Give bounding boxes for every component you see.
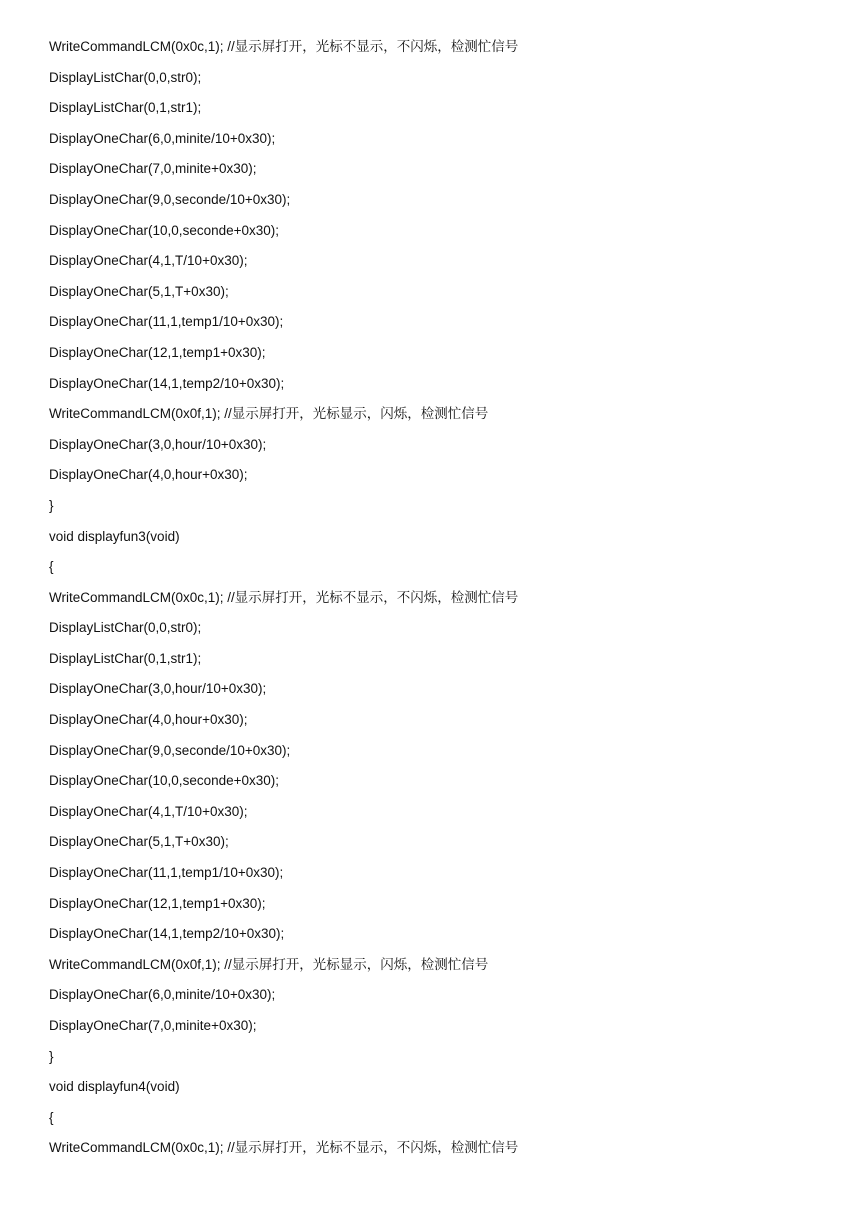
code-line: DisplayOneChar(3,0,hour/10+0x30); xyxy=(49,681,267,697)
code-line: void displayfun4(void) xyxy=(49,1079,180,1095)
code-line: DisplayOneChar(14,1,temp2/10+0x30); xyxy=(49,926,285,942)
code-line: WriteCommandLCM(0x0c,1); //显示屏打开，光标不显示，不闪烁，检测忙信号 xyxy=(49,39,519,54)
code-line: DisplayOneChar(10,0,seconde+0x30); xyxy=(49,773,280,789)
code-line: DisplayOneChar(4,0,hour+0x30); xyxy=(49,467,248,483)
code-line: DisplayOneChar(6,0,minite/10+0x30); xyxy=(49,987,276,1003)
code-line: DisplayOneChar(9,0,seconde/10+0x30); xyxy=(49,191,291,207)
code-line: { xyxy=(49,1109,54,1125)
code-line: DisplayOneChar(10,0,seconde+0x30); xyxy=(49,222,280,238)
code-line: WriteCommandLCM(0x0f,1); //显示屏打开，光标显示，闪烁，检测忙信号 xyxy=(49,406,489,422)
code-line: DisplayOneChar(12,1,temp1+0x30); xyxy=(49,895,266,911)
code-line: DisplayOneChar(5,1,T+0x30); xyxy=(49,834,229,850)
code-line: DisplayOneChar(4,1,T/10+0x30); xyxy=(49,803,248,819)
code-line: DisplayOneChar(4,0,hour+0x30); xyxy=(49,712,248,728)
code-line: void displayfun3(void) xyxy=(49,528,180,544)
code-line: DisplayOneChar(4,1,T/10+0x30); xyxy=(49,253,248,269)
code-line: WriteCommandLCM(0x0f,1); //显示屏打开，光标显示，闪烁，检测忙信号 xyxy=(49,956,489,972)
code-line: WriteCommandLCM(0x0c,1); //显示屏打开，光标不显示，不闪烁，检测忙信号 xyxy=(49,589,519,605)
code-line: } xyxy=(49,497,54,513)
code-line: DisplayOneChar(5,1,T+0x30); xyxy=(49,283,229,299)
code-line: DisplayListChar(0,0,str0); xyxy=(49,69,202,85)
code-line: DisplayListChar(0,0,str0); xyxy=(49,620,202,636)
code-line: DisplayOneChar(3,0,hour/10+0x30); xyxy=(49,436,267,452)
code-line: DisplayOneChar(11,1,temp1/10+0x30); xyxy=(49,314,284,330)
code-line: DisplayOneChar(11,1,temp1/10+0x30); xyxy=(49,865,284,881)
code-line: DisplayOneChar(14,1,temp2/10+0x30); xyxy=(49,375,285,391)
code-line: WriteCommandLCM(0x0c,1); //显示屏打开，光标不显示，不闪烁，检测忙信号 xyxy=(49,1140,519,1156)
code-listing xyxy=(49,37,849,1169)
code-line: DisplayListChar(0,1,str1); xyxy=(49,100,202,116)
code-line: DisplayOneChar(9,0,seconde/10+0x30); xyxy=(49,742,291,758)
code-line: DisplayListChar(0,1,str1); xyxy=(49,650,202,666)
code-line: DisplayOneChar(12,1,temp1+0x30); xyxy=(49,344,266,360)
code-line: } xyxy=(49,1048,54,1064)
code-line: { xyxy=(49,559,54,575)
code-line: DisplayOneChar(7,0,minite+0x30); xyxy=(49,1018,257,1033)
code-line: DisplayOneChar(7,0,minite+0x30); xyxy=(49,161,257,177)
code-line: DisplayOneChar(6,0,minite/10+0x30); xyxy=(49,130,276,146)
